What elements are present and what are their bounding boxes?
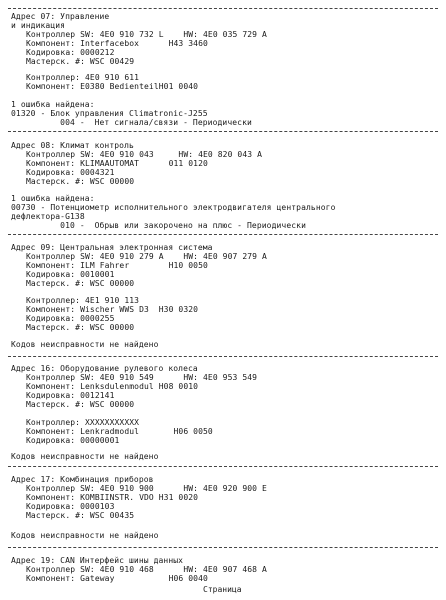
error-count: 1 ошибка найдена: (11, 100, 95, 109)
component-line: Компонент: KLIMAAUTOMAT 011 0120 (26, 159, 208, 168)
no-faults-message: Кодов неисправности не найдено (11, 452, 159, 461)
component-line: Компонент: ILM Fahrer H10 0050 (26, 261, 208, 270)
error-count: 1 ошибка найдена: (11, 194, 95, 203)
controller-line-2: Контроллер: 4E0 910 611 (26, 73, 140, 82)
section-title: Адрес 19: CAN Интерфейс шины данных (11, 556, 184, 565)
component-line: Компонент: KOMBIINSTR. VDO H31 0020 (26, 493, 199, 502)
section-title: Адрес 16: Оборудование рулевого колеса (11, 364, 198, 373)
coding-line-2: Кодировка: 0000255 (26, 314, 115, 323)
separator (8, 466, 438, 467)
controller-line: Контроллер SW: 4E0 910 549 HW: 4E0 953 549 (26, 373, 258, 382)
coding-line: Кодировка: 0012141 (26, 391, 115, 400)
controller-line: Контроллер SW: 4E0 910 468 HW: 4E0 907 468 A (26, 565, 267, 574)
controller-line-2: Контроллер: XXXXXXXXXXX (26, 418, 140, 427)
controller-line: Контроллер SW: 4E0 910 279 A HW: 4E0 907 279 A (26, 252, 267, 261)
coding-line: Кодировка: 0004321 (26, 168, 115, 177)
workshop-line: Мастерск. #: WSC 00435 (26, 511, 135, 520)
component-line-2: Компонент: Lenkradmodul H06 0050 (26, 427, 213, 436)
section-title: Адрес 08: Климат контроль (11, 141, 134, 150)
separator (8, 131, 438, 132)
section-title-line2: и индикация (11, 21, 66, 30)
workshop-line: Мастерск. #: WSC 00000 (26, 400, 135, 409)
error-line: 00730 - Потенциометр исполнительного электродвигателя центрального (11, 203, 336, 212)
component-line: Компонент: Gateway H06 0040 (26, 574, 208, 583)
separator (8, 234, 438, 235)
coding-line: Кодировка: 0000212 (26, 48, 115, 57)
no-faults-message: Кодов неисправности не найдено (11, 340, 159, 349)
component-line: Компонент: Lenksdulenmodul H08 0010 (26, 382, 199, 391)
section-title: Адрес 17: Комбинация приборов (11, 475, 154, 484)
controller-line: Контроллер SW: 4E0 910 732 L HW: 4E0 035 729 A (26, 30, 267, 39)
section-title: Адрес 07: Управление (11, 12, 110, 21)
component-line: Компонент: Interfacebox H43 3460 (26, 39, 208, 48)
coding-line-2: Кодировка: 00000001 (26, 436, 120, 445)
coding-line: Кодировка: 0000103 (26, 502, 115, 511)
controller-line-2: Контроллер: 4E1 910 113 (26, 296, 140, 305)
component-line-2: Компонент: E0380 BedienteilH01 0040 (26, 82, 199, 91)
separator (8, 356, 438, 357)
workshop-line: Мастерск. #: WSC 00000 (26, 177, 135, 186)
section-title: Адрес 09: Центральная электронная система (11, 243, 213, 252)
error-detail-line: 010 - Обрыв или закорочено на плюс - Периодически (11, 221, 306, 230)
controller-line: Контроллер SW: 4E0 910 900 HW: 4E0 920 900 E (26, 484, 267, 493)
component-line-2: Компонент: Wischer WWS D3 H30 0320 (26, 305, 199, 314)
controller-line: Контроллер SW: 4E0 910 043 HW: 4E0 820 043 A (26, 150, 262, 159)
error-line-continuation: дефлектора-G138 (11, 212, 85, 221)
error-detail-line: 004 - Нет сигнала/связи - Периодически (11, 118, 252, 127)
no-faults-message: Кодов неисправности не найдено (11, 531, 159, 540)
workshop-line: Мастерск. #: WSC 00000 (26, 279, 135, 288)
separator (8, 8, 438, 9)
workshop-line: Мастерск. #: WSC 00429 (26, 57, 135, 66)
error-line: 01320 - Блок управления Climatronic-J255 (11, 109, 208, 118)
page-footer-label: Страница (203, 585, 242, 594)
separator (8, 547, 438, 548)
coding-line: Кодировка: 0010001 (26, 270, 115, 279)
workshop-line-2: Мастерск. #: WSC 00000 (26, 323, 135, 332)
